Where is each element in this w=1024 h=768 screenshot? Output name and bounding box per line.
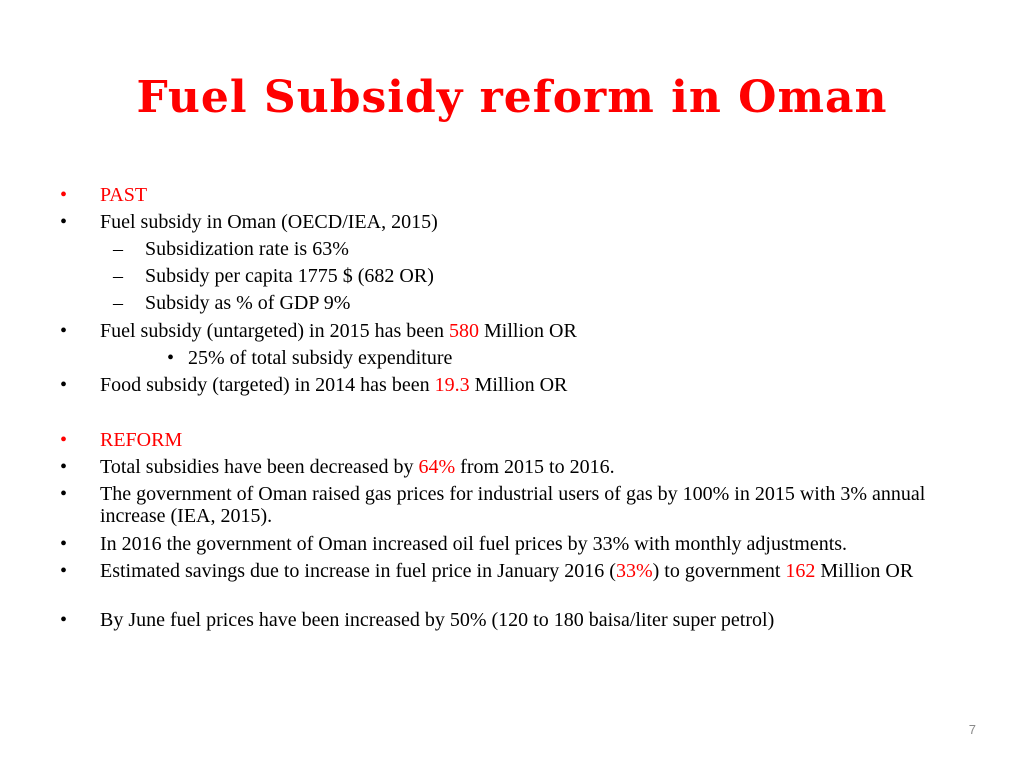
savings-text [100,560,960,582]
total-pre: Total subsidies have been decreased by [100,456,419,478]
past-heading: PAST [100,184,148,206]
total-subsidies-text [100,456,960,478]
untargeted-subsidy-text [100,320,960,342]
bullet-icon: • [60,533,68,555]
food-subsidy-text [100,374,960,396]
untargeted-post: Million OR [479,320,577,342]
fuel-subsidy-text: Fuel subsidy in Oman (OECD/IEA, 2015) [100,211,438,233]
untargeted-value: 580 [449,320,480,342]
dash-icon: – [113,265,123,287]
total-value: 64% [418,456,456,478]
bullet-icon: • [60,374,68,396]
subsidy-per-capita-text: Subsidy per capita 1775 $ (682 OR) [145,265,434,287]
subsidy-gdp-text: Subsidy as % of GDP 9% [145,292,351,314]
bullet-icon: • [60,560,68,582]
food-pre: Food subsidy (targeted) in 2014 has been [100,374,435,396]
dash-icon: – [113,238,123,260]
savings-amount: 162 [785,560,816,582]
food-post: Million OR [469,374,568,396]
oil-prices-text: In 2016 the government of Oman increased oil fuel prices by 33% with monthly adjustments. [100,533,848,555]
june-prices-text: By June fuel prices have been increased by 50% (120 to 180 baisa/liter super petrol) [100,609,775,631]
bullet-icon: • [60,211,68,233]
bullet-icon: • [60,456,68,478]
subsidization-rate-text: Subsidization rate is 63% [145,238,349,260]
page-number: 7 [968,722,976,737]
slide-title: Fuel Subsidy reform in Oman [136,72,888,123]
bullet-icon: • [60,429,68,451]
bullet-icon: • [167,347,175,369]
savings-post: Million OR [815,560,914,582]
bullet-icon: • [60,320,68,342]
dash-icon: – [113,292,123,314]
total-post: from 2015 to 2016. [455,456,615,478]
bullet-icon: • [60,184,68,206]
reform-heading: REFORM [100,429,183,451]
savings-pct: 33% [615,560,653,582]
untargeted-pre: Fuel subsidy (untargeted) in 2015 has been [100,320,450,342]
gas-prices-text: The government of Oman raised gas prices for industrial users of gas by 100% in 2015 with 3% annual increase (IEA, 2015). [100,483,926,527]
expenditure-share-text: 25% of total subsidy expenditure [188,347,453,369]
bullet-icon: • [60,609,68,631]
savings-pre: Estimated savings due to increase in fuel price in January 2016 ( [100,560,616,582]
food-value: 19.3 [434,374,470,396]
savings-mid: ) to government [652,560,786,582]
bullet-icon: • [60,483,68,505]
